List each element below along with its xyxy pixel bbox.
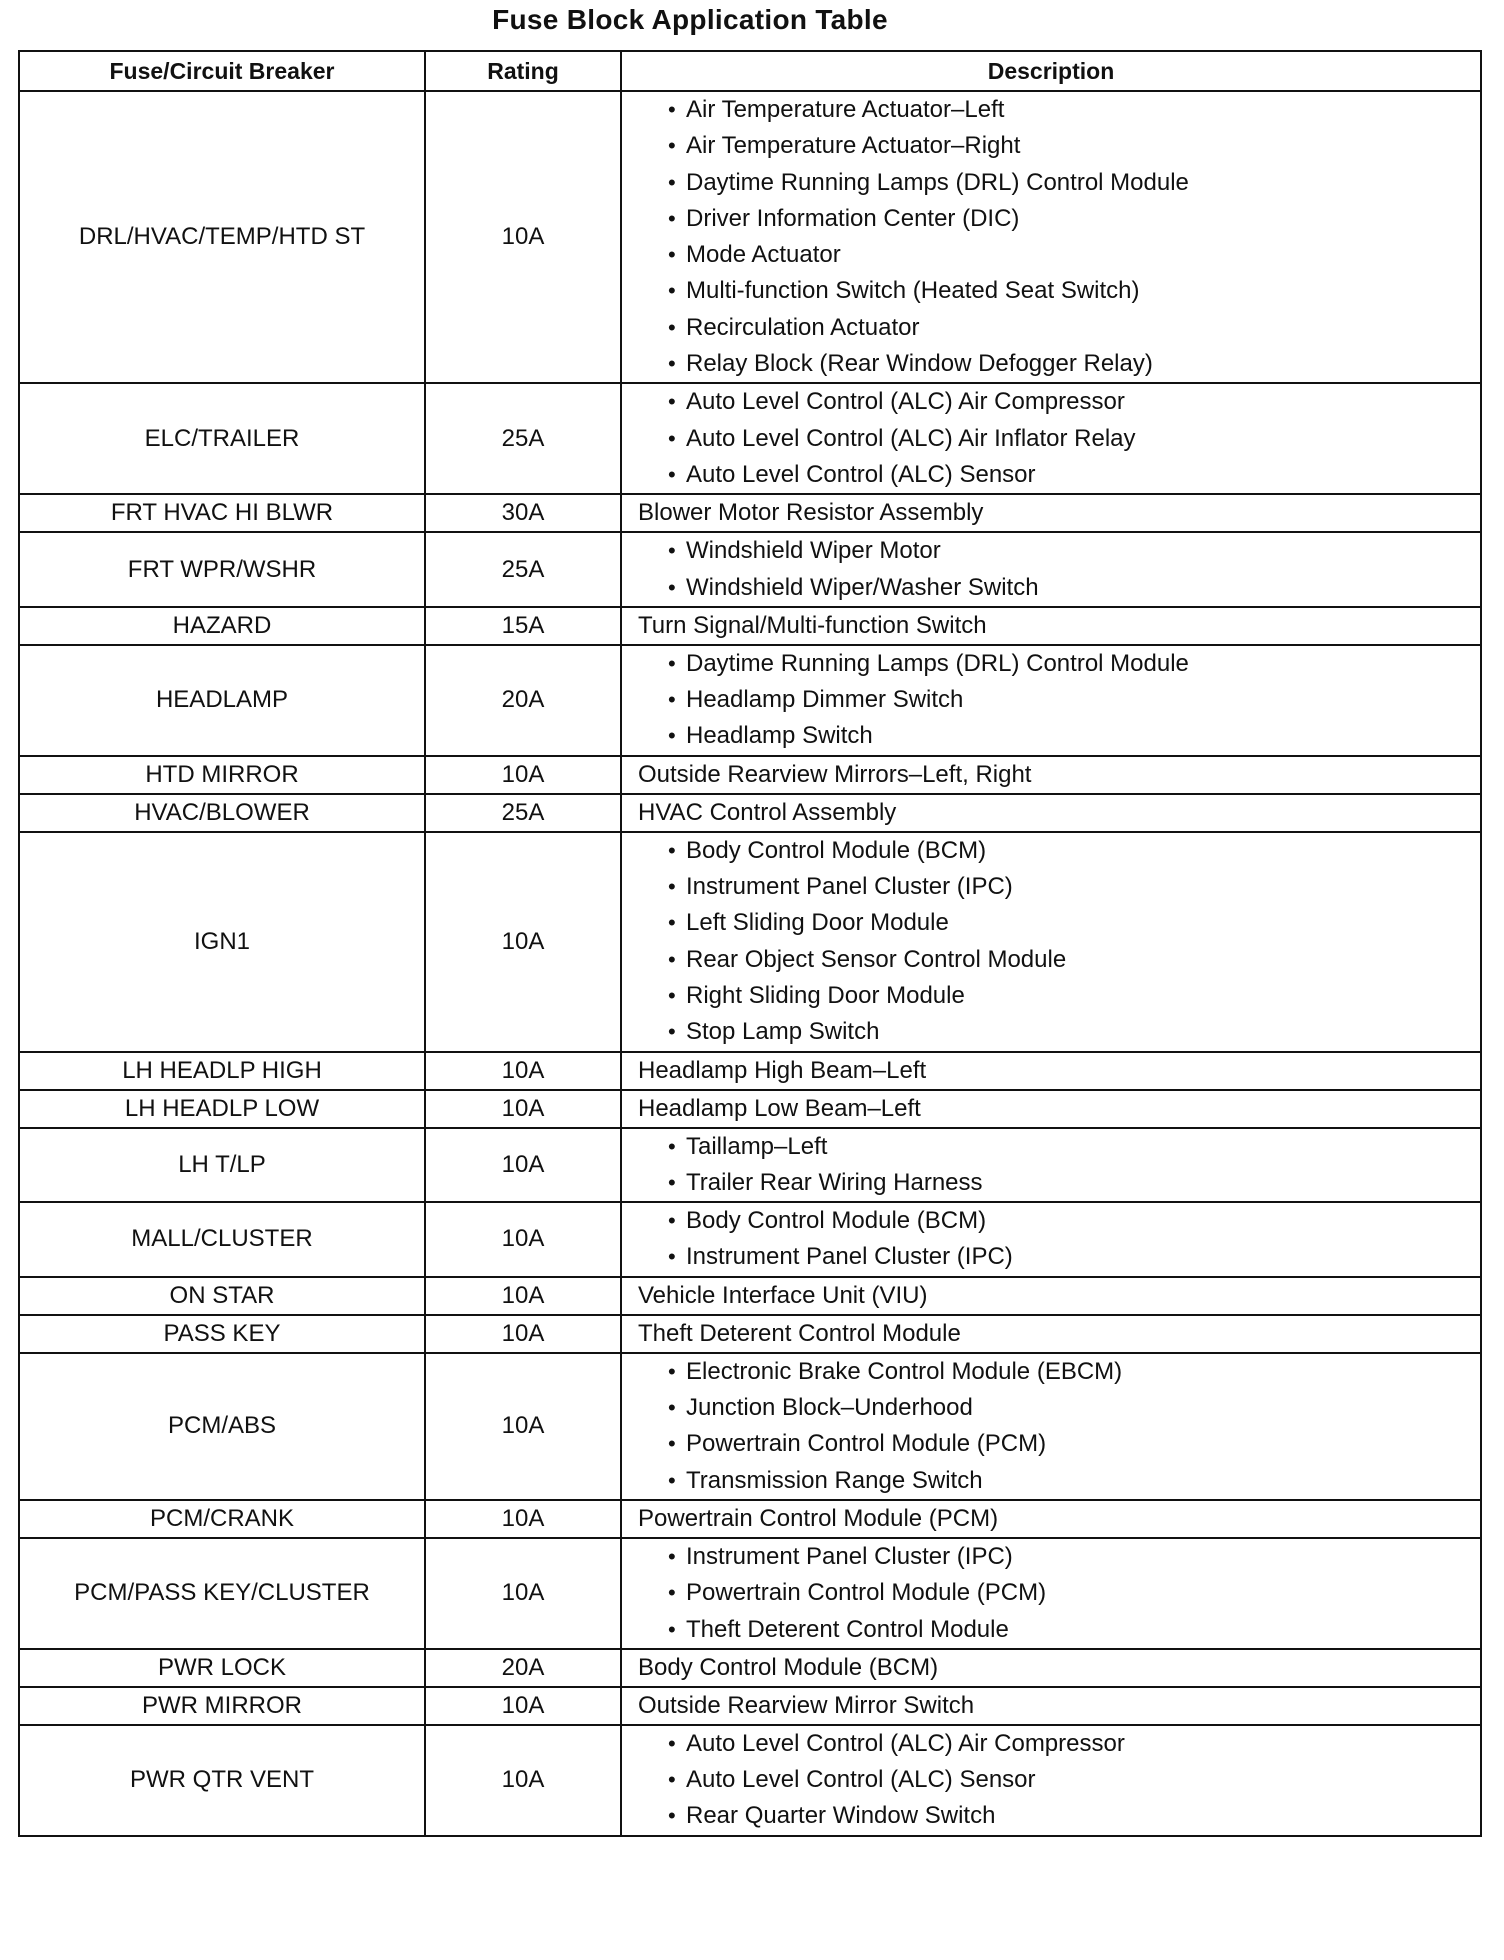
fuse-name-cell: PWR LOCK: [19, 1649, 425, 1687]
rating-cell: 25A: [425, 383, 621, 494]
table-row: [19, 1202, 1481, 1277]
table-row: [19, 1687, 1481, 1725]
description-cell: [621, 1538, 1481, 1649]
description-text: Blower Motor Resistor Assembly: [638, 499, 984, 527]
description-bullet-item: • Multi-function Switch (Heated Seat Switch): [668, 273, 1480, 309]
description-bullet-list: [638, 1354, 1480, 1499]
description-bullet-item: • Stop Lamp Switch: [668, 1014, 1480, 1050]
table-row: [19, 1500, 1481, 1538]
description-cell: [621, 91, 1481, 383]
table-row: [19, 1128, 1481, 1203]
rating-cell: 15A: [425, 607, 621, 645]
description-bullet-item: • Auto Level Control (ALC) Air Inflator Relay: [668, 421, 1480, 457]
description-bullet-item: • Taillamp–Left: [668, 1129, 1480, 1165]
description-cell: [621, 1277, 1481, 1315]
description-bullet-item: • Recirculation Actuator: [668, 310, 1480, 346]
description-text: Headlamp High Beam–Left: [638, 1056, 927, 1084]
col-header-fuse: Fuse/Circuit Breaker: [19, 51, 425, 91]
rating-cell: 10A: [425, 1202, 621, 1277]
fuse-block-table: [18, 50, 1482, 1837]
description-bullet-list: [638, 646, 1480, 755]
description-bullet-list: [638, 1539, 1480, 1648]
description-text: Turn Signal/Multi-function Switch: [638, 611, 987, 639]
description-cell: [621, 1202, 1481, 1277]
description-cell: [621, 494, 1481, 532]
fuse-name-cell: ELC/TRAILER: [19, 383, 425, 494]
description-cell: [621, 1649, 1481, 1687]
rating-cell: 10A: [425, 1277, 621, 1315]
fuse-name-cell: HAZARD: [19, 607, 425, 645]
rating-cell: 25A: [425, 794, 621, 832]
description-text: HVAC Control Assembly: [638, 798, 897, 826]
description-bullet-item: • Rear Quarter Window Switch: [668, 1798, 1480, 1834]
table-row: [19, 1315, 1481, 1353]
rating-cell: 10A: [425, 1687, 621, 1725]
fuse-name-cell: LH HEADLP HIGH: [19, 1052, 425, 1090]
rating-cell: 10A: [425, 832, 621, 1052]
description-text: Body Control Module (BCM): [638, 1653, 939, 1681]
table-row: [19, 794, 1481, 832]
description-cell: [621, 1315, 1481, 1353]
description-bullet-item: • Transmission Range Switch: [668, 1463, 1480, 1499]
fuse-name-cell: FRT WPR/WSHR: [19, 532, 425, 607]
description-cell: [621, 1687, 1481, 1725]
table-row: [19, 1052, 1481, 1090]
table-row: [19, 832, 1481, 1052]
fuse-name-cell: PCM/CRANK: [19, 1500, 425, 1538]
table-row: [19, 1090, 1481, 1128]
description-text: Theft Deterent Control Module: [638, 1319, 961, 1347]
fuse-name-cell: PCM/ABS: [19, 1353, 425, 1500]
fuse-name-cell: DRL/HVAC/TEMP/HTD ST: [19, 91, 425, 383]
description-bullet-item: • Auto Level Control (ALC) Sensor: [668, 457, 1480, 493]
description-bullet-item: • Auto Level Control (ALC) Air Compressor: [668, 1726, 1480, 1762]
description-text: Powertrain Control Module (PCM): [638, 1504, 999, 1532]
description-bullet-item: • Left Sliding Door Module: [668, 905, 1480, 941]
description-bullet-item: • Relay Block (Rear Window Defogger Relay): [668, 346, 1480, 382]
description-bullet-item: • Junction Block–Underhood: [668, 1390, 1480, 1426]
description-bullet-item: • Trailer Rear Wiring Harness: [668, 1165, 1480, 1201]
description-bullet-item: • Instrument Panel Cluster (IPC): [668, 1239, 1480, 1275]
rating-cell: 10A: [425, 1052, 621, 1090]
fuse-name-cell: PCM/PASS KEY/CLUSTER: [19, 1538, 425, 1649]
header-row: [19, 51, 1481, 91]
rating-cell: 10A: [425, 91, 621, 383]
description-bullet-item: • Rear Object Sensor Control Module: [668, 942, 1480, 978]
description-text: Headlamp Low Beam–Left: [638, 1094, 921, 1122]
description-cell: [621, 1128, 1481, 1203]
description-bullet-item: • Mode Actuator: [668, 237, 1480, 273]
rating-cell: 20A: [425, 1649, 621, 1687]
description-cell: [621, 1353, 1481, 1500]
description-bullet-list: [638, 833, 1480, 1051]
fuse-name-cell: IGN1: [19, 832, 425, 1052]
table-row: [19, 1353, 1481, 1500]
fuse-name-cell: ON STAR: [19, 1277, 425, 1315]
table-row: [19, 756, 1481, 794]
description-bullet-item: • Instrument Panel Cluster (IPC): [668, 869, 1480, 905]
description-bullet-item: • Right Sliding Door Module: [668, 978, 1480, 1014]
description-cell: [621, 756, 1481, 794]
table-row: [19, 494, 1481, 532]
col-header-description: Description: [621, 51, 1481, 91]
description-cell: [621, 832, 1481, 1052]
table-row: [19, 91, 1481, 383]
page-title: Fuse Block Application Table: [492, 4, 888, 35]
fuse-name-cell: PWR MIRROR: [19, 1687, 425, 1725]
fuse-name-cell: HTD MIRROR: [19, 756, 425, 794]
rating-cell: 25A: [425, 532, 621, 607]
fuse-name-cell: LH T/LP: [19, 1128, 425, 1203]
col-header-rating: Rating: [425, 51, 621, 91]
description-cell: [621, 1090, 1481, 1128]
description-bullet-item: • Daytime Running Lamps (DRL) Control Module: [668, 646, 1480, 682]
description-cell: [621, 607, 1481, 645]
fuse-name-cell: HVAC/BLOWER: [19, 794, 425, 832]
description-bullet-item: • Body Control Module (BCM): [668, 1203, 1480, 1239]
rating-cell: 10A: [425, 1315, 621, 1353]
description-bullet-item: • Daytime Running Lamps (DRL) Control Module: [668, 165, 1480, 201]
rating-cell: 30A: [425, 494, 621, 532]
table-row: [19, 1725, 1481, 1836]
table-row: [19, 532, 1481, 607]
description-bullet-list: [638, 92, 1480, 382]
table-body: [19, 91, 1481, 1836]
description-cell: [621, 1500, 1481, 1538]
description-bullet-item: • Theft Deterent Control Module: [668, 1612, 1480, 1648]
description-bullet-item: • Electronic Brake Control Module (EBCM): [668, 1354, 1480, 1390]
rating-cell: 20A: [425, 645, 621, 756]
description-text: Outside Rearview Mirrors–Left, Right: [638, 760, 1032, 788]
description-bullet-item: • Powertrain Control Module (PCM): [668, 1575, 1480, 1611]
fuse-name-cell: PWR QTR VENT: [19, 1725, 425, 1836]
description-bullet-list: [638, 533, 1480, 606]
rating-cell: 10A: [425, 756, 621, 794]
description-bullet-item: • Windshield Wiper Motor: [668, 533, 1480, 569]
table-row: [19, 607, 1481, 645]
table-row: [19, 1649, 1481, 1687]
description-cell: [621, 1725, 1481, 1836]
description-bullet-item: • Instrument Panel Cluster (IPC): [668, 1539, 1480, 1575]
description-bullet-item: • Powertrain Control Module (PCM): [668, 1426, 1480, 1462]
description-cell: [621, 383, 1481, 494]
description-bullet-list: [638, 384, 1480, 493]
rating-cell: 10A: [425, 1090, 621, 1128]
description-bullet-item: • Body Control Module (BCM): [668, 833, 1480, 869]
fuse-name-cell: PASS KEY: [19, 1315, 425, 1353]
description-bullet-list: [638, 1726, 1480, 1835]
description-bullet-item: • Auto Level Control (ALC) Air Compressor: [668, 384, 1480, 420]
description-bullet-item: • Windshield Wiper/Washer Switch: [668, 570, 1480, 606]
description-bullet-list: [638, 1129, 1480, 1202]
description-bullet-list: [638, 1203, 1480, 1276]
table-row: [19, 1277, 1481, 1315]
description-bullet-item: • Headlamp Dimmer Switch: [668, 682, 1480, 718]
fuse-name-cell: HEADLAMP: [19, 645, 425, 756]
table-row: [19, 383, 1481, 494]
description-bullet-item: • Headlamp Switch: [668, 718, 1480, 754]
rating-cell: 10A: [425, 1538, 621, 1649]
table-row: [19, 1538, 1481, 1649]
description-cell: [621, 532, 1481, 607]
description-text: Vehicle Interface Unit (VIU): [638, 1281, 928, 1309]
description-cell: [621, 1052, 1481, 1090]
fuse-name-cell: MALL/CLUSTER: [19, 1202, 425, 1277]
rating-cell: 10A: [425, 1128, 621, 1203]
rating-cell: 10A: [425, 1353, 621, 1500]
table-row: [19, 645, 1481, 756]
description-cell: [621, 645, 1481, 756]
fuse-name-cell: FRT HVAC HI BLWR: [19, 494, 425, 532]
fuse-name-cell: LH HEADLP LOW: [19, 1090, 425, 1128]
rating-cell: 10A: [425, 1500, 621, 1538]
description-text: Outside Rearview Mirror Switch: [638, 1691, 975, 1719]
rating-cell: 10A: [425, 1725, 621, 1836]
description-cell: [621, 794, 1481, 832]
description-bullet-item: • Air Temperature Actuator–Left: [668, 92, 1480, 128]
description-bullet-item: • Air Temperature Actuator–Right: [668, 128, 1480, 164]
description-bullet-item: • Auto Level Control (ALC) Sensor: [668, 1762, 1480, 1798]
description-bullet-item: • Driver Information Center (DIC): [668, 201, 1480, 237]
